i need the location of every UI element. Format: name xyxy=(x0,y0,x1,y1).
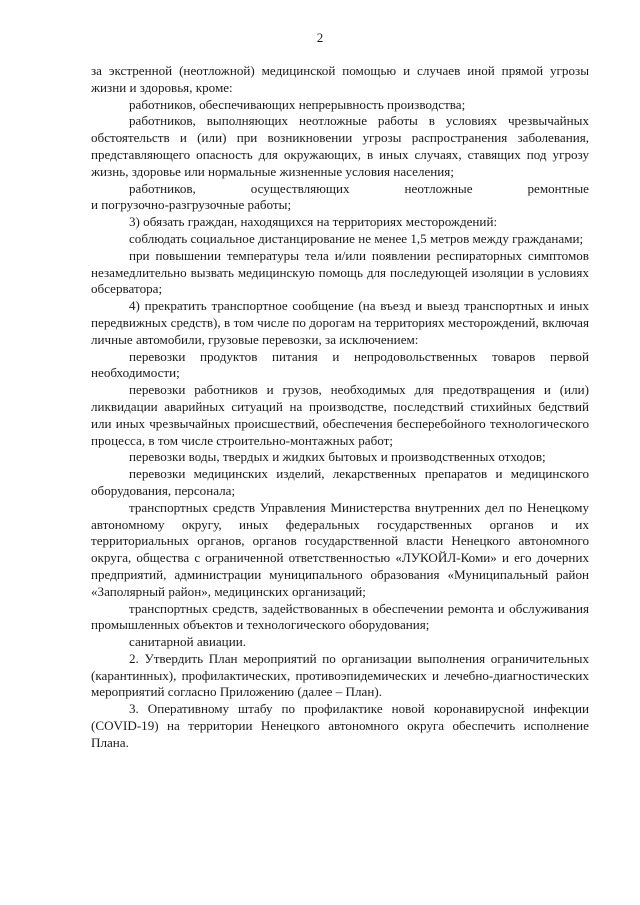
paragraph-exception-emergency-work: работников, выполняющих неотложные работы в условиях чрезвычайных обстоятельств и (или) при возникновении угрозы распространения заболевания, представляющего опасность для окружающих, в иных случаях, ставящих под угрозу жизнь, здоровье или нормальные жизненные условия населения; xyxy=(91,113,589,179)
paragraph-item-4: 4) прекратить транспортное сообщение (на въезд и выезд транспортных и иных передвижных средств), в том числе по дорогам на территориях месторождений, включая личные автомобили, грузовые перевозки, за исключением: xyxy=(91,298,589,347)
paragraph-exception-continuous-production: работников, обеспечивающих непрерывность производства; xyxy=(129,96,466,112)
page-number: 2 xyxy=(316,30,324,45)
paragraph-transport-maintenance: транспортных средств, задействованных в обеспечении ремонта и обслуживания промышленных объектов и технологического оборудования; xyxy=(91,600,589,633)
paragraph-exception-loading-work: и погрузочно-разгрузочные работы; xyxy=(91,197,292,213)
paragraph-social-distancing: соблюдать социальное дистанцирование не менее 1,5 метров между гражданами; xyxy=(129,230,584,246)
paragraph-exception-repair-work: работников, осуществляющих неотложные ремонтные xyxy=(129,180,589,196)
paragraph-transport-authorities: транспортных средств Управления Министерства внутренних дел по Ненецкому автономному округу, иных федеральных государственных органов и их территориальных органов, органов государственной власти Ненецкого автономного округа, общества с ограниченной ответственностью «ЛУКОЙЛ-Коми» и его дочерних предприятий, администрации муниципального образования «Муниципальный район «Заполярный район», медицинских организаций; xyxy=(91,499,589,599)
paragraph-transport-workers: перевозки работников и грузов, необходимых для предотвращения и (или) ликвидации аварийных ситуаций на производстве, последствий стихийных бедствий или иных чрезвычайных происшествий, обеспечения бесперебойного технологического процесса, в том числе строительно-монтажных работ; xyxy=(91,382,589,448)
paragraph-transport-food: перевозки продуктов питания и непродовольственных товаров первой необходимости; xyxy=(91,348,589,381)
paragraph-item-3: 3) обязать граждан, находящихся на территориях месторождений: xyxy=(129,214,498,230)
paragraph-transport-medical: перевозки медицинских изделий, лекарственных препаратов и медицинского оборудования, персонала; xyxy=(91,466,589,498)
paragraph-sanitary-aviation: санитарной авиации. xyxy=(129,634,246,650)
paragraph-fever-symptoms: при повышении температуры тела и/или появлении респираторных симптомов незамедлительно вызвать медицинскую помощь для последующей изоляции в условиях обсерватора; xyxy=(91,247,589,297)
paragraph-item-3-operational-hq: 3. Оперативному штабу по профилактике новой коронавирусной инфекции (COVID-19) на территории Ненецкого автономного округа обеспечить исполнение Плана. xyxy=(91,701,589,750)
paragraph-transport-waste: перевозки воды, твердых и жидких бытовых и производственных отходов; xyxy=(129,449,546,465)
document-body xyxy=(91,63,589,752)
paragraph-continuation: за экстренной (неотложной) медицинской помощью и случаев иной прямой угрозы жизни и здоровья, кроме: xyxy=(91,63,589,95)
paragraph-item-2-approve-plan: 2. Утвердить План мероприятий по организации выполнения ограничительных (карантинных), профилактических, противоэпидемических и лечебно-диагностических мероприятий согласно Приложению (далее – План). xyxy=(91,650,589,700)
